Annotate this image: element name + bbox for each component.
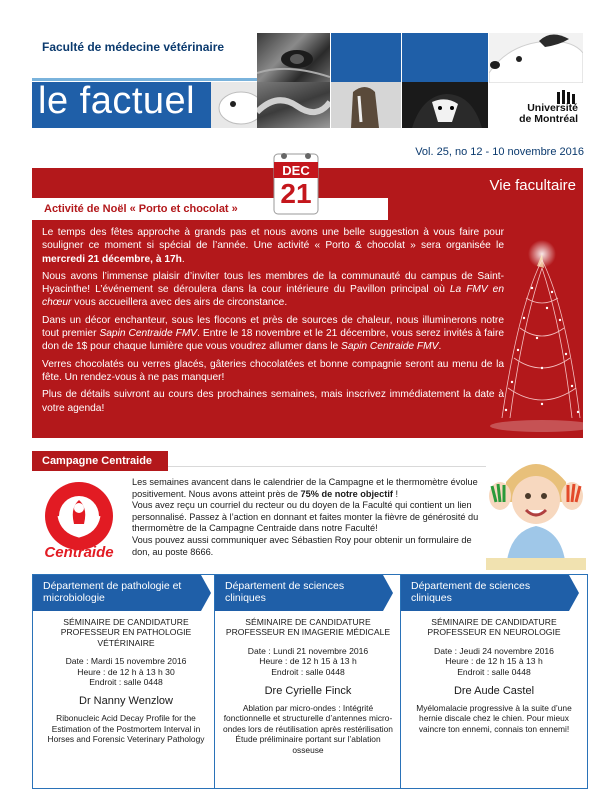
- photo-rabbit: [211, 82, 257, 128]
- activity-paragraph-4: Verres chocolatés ou verres glacés, gâteries chocolatées et bonne compagnie seront au menu de la fête. Un rendez-vous à ne pas manquer!: [42, 358, 504, 383]
- campagne-body: [132, 477, 484, 558]
- seminar-time: Heure : de 12 h 15 à 13 h: [445, 656, 543, 667]
- campagne-paragraph-2: Vous avez reçu un courriel du recteur ou du doyen de la Faculté qui contient un lien personnalisé. Passez à l’action en donnant et faites monter la fièvre de générosité du thermomètre de la Campagne Centraide dans notre Faculté!: [132, 500, 479, 534]
- campagne-paragraph-3: Vous pouvez aussi communiquer avec Sébastien Roy pour obtenir un formulaire de don, au poste 8666.: [132, 534, 472, 557]
- seminar-header: [401, 575, 569, 611]
- seminar-speaker: Dre Aude Castel: [453, 685, 535, 698]
- newsletter-title: le factuel: [38, 80, 196, 122]
- cow-icon: [402, 82, 488, 128]
- campagne-title: Campagne Centraide: [42, 455, 153, 467]
- issue-info: Vol. 25, no 12 - 10 novembre 2016: [415, 146, 584, 158]
- reptile-eye-icon: [257, 33, 330, 83]
- seminar-place: Endroit : salle 0448: [271, 666, 345, 677]
- faculty-name: Faculté de médecine vétérinaire: [42, 40, 225, 54]
- activity-paragraph-3: Dans un décor enchanteur, sous les flocons et près de sources de chaleur, nous illuminerons notre tout premier Sapin Centraide FMV. Entre le 18 novembre et le 21 décembre, vous serez invités à faire don de 1$ pour chaque lumière que vous voudrez allumer dans le Sapin Centraide FMV.: [42, 314, 504, 353]
- section-label-vie-facultaire: Vie facultaire: [489, 177, 576, 194]
- calendar-day: 21: [280, 178, 312, 209]
- seminar-place: Endroit : salle 0448: [89, 677, 163, 688]
- child-painting-photo: [486, 452, 586, 570]
- seminar-content: [407, 617, 581, 734]
- university-name-line2: de Montréal: [519, 113, 578, 125]
- horse-icon: [331, 82, 401, 128]
- photo-snake: [257, 82, 330, 128]
- centraide-logo-text: Centraide: [44, 544, 114, 561]
- seminar-card-pathologie: [32, 574, 220, 789]
- seminar-speaker: Dr Nanny Wenzlow: [79, 695, 173, 708]
- seminar-date: Date : Mardi 15 novembre 2016: [65, 656, 187, 667]
- photo-blue-block-1: [331, 33, 401, 83]
- seminar-card-imagerie: [214, 574, 402, 789]
- seminar-header: [215, 575, 383, 611]
- seminar-department: Département de pathologie et microbiologie: [43, 580, 182, 604]
- seminar-date: Date : Lundi 21 novembre 2016: [247, 645, 369, 656]
- photo-dog-head: [489, 33, 583, 83]
- photo-reptile-eye: [257, 33, 330, 83]
- seminar-abstract: Myélomalacie progressive à la suite d’une hernie discale chez le chien. Pour mieux vaincre ton ennemi, connais ton ennemi!: [416, 703, 572, 734]
- university-logo: [492, 90, 582, 128]
- photo-horse: [331, 82, 401, 128]
- photo-cow: [402, 82, 488, 128]
- activity-paragraph-2: Nous avons l’immense plaisir d’inviter tous les membres de la communauté du campus de Saint-Hyacinthe! L’événement se déroulera dans la cour intérieure du Pavillon principal où La FMV en chœur vous accueillera avec des airs de circonstance.: [42, 270, 504, 309]
- seminar-content: [39, 617, 213, 745]
- rabbit-icon: [211, 82, 257, 128]
- centraide-logo: [34, 478, 124, 568]
- seminar-date: Date : Jeudi 24 novembre 2016: [434, 645, 554, 656]
- photo-blue-block-2: [402, 33, 488, 83]
- seminar-header: [33, 575, 201, 611]
- calendar-icon: [270, 148, 322, 218]
- seminar-speaker: Dre Cyrielle Finck: [264, 685, 352, 698]
- seminar-title: SÉMINAIRE DE CANDIDATURE PROFESSEUR EN NEUROLOGIE: [427, 617, 561, 638]
- snake-icon: [257, 82, 330, 128]
- university-name-line1: Université: [527, 102, 578, 114]
- activity-paragraph-1: Le temps des fêtes approche à grands pas et nous avons une belle suggestion à vous faire pour souligner ce moment si spécial de l’année. Une activité « Porto & chocolat » sera organisée le mercredi 21 décembre, à 17h.: [42, 227, 504, 265]
- child-icon: [486, 452, 586, 570]
- campagne-rule: [168, 466, 488, 467]
- seminar-department: Département de sciences cliniques: [411, 580, 531, 604]
- seminar-title: SÉMINAIRE DE CANDIDATURE PROFESSEUR EN PATHOLOGIE VÉTÉRINAIRE: [60, 617, 192, 648]
- seminar-abstract: Ribonucleic Acid Decay Profile for the Estimation of the Postmortem Interval in Horses and Forensic Veterinary Pathology: [47, 713, 205, 745]
- seminar-content: [221, 617, 395, 755]
- seminar-abstract: Ablation par micro-ondes : Intégrité fonctionnelle et structurelle d’antennes micro-ondes lors de réutilisation après restérilisation Étude préliminaire portant sur l’ablation osseuse: [223, 703, 393, 755]
- calendar-month: DEC: [282, 163, 310, 178]
- seminar-place: Endroit : salle 0448: [457, 666, 531, 677]
- seminar-time: Heure : de 12 h 15 à 13 h: [259, 656, 357, 667]
- activity-paragraph-5: Plus de détails suivront au cours des prochaines semaines, mais inscrivez immédiatement la date à votre agenda!: [42, 389, 504, 414]
- campagne-paragraph-1: Les semaines avancent dans le calendrier de la Campagne et le thermomètre évolue positivement. Nous avons atteint près de 75% de notre objectif !: [132, 477, 478, 499]
- dog-icon: [489, 33, 583, 83]
- seminar-title: SÉMINAIRE DE CANDIDATURE PROFESSEUR EN IMAGERIE MÉDICALE: [225, 617, 391, 638]
- seminar-department: Département de sciences cliniques: [225, 580, 345, 604]
- activity-body: [42, 226, 504, 419]
- seminar-card-neurologie: [400, 574, 588, 789]
- activity-title: Activité de Noël « Porto et chocolat »: [44, 203, 238, 215]
- seminar-time: Heure : de 12 h à 13 h 30: [77, 666, 175, 677]
